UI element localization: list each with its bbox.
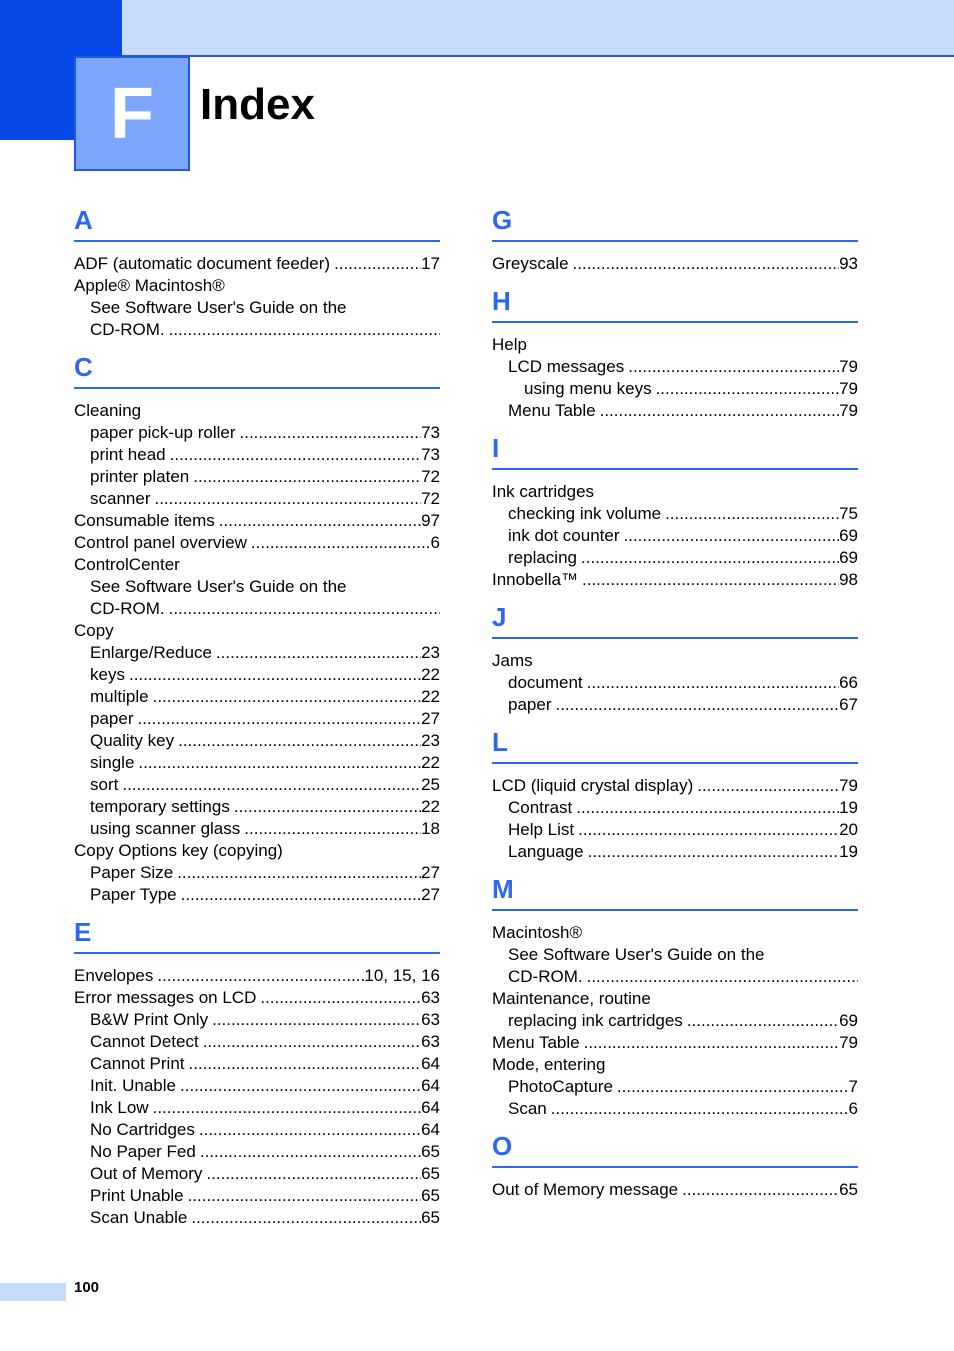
entry-page: 69 [839, 526, 858, 545]
section-letter: M [492, 869, 858, 911]
entry-text: Quality key [90, 731, 175, 750]
entry-text: Cleaning [74, 401, 142, 420]
index-entry [74, 1097, 440, 1119]
dot-leader [583, 966, 858, 988]
entry-text: checking ink volume [508, 504, 662, 523]
entry-page: 18 [421, 819, 440, 838]
section-letter: L [492, 722, 858, 764]
entry-text: Greyscale [492, 254, 569, 273]
entry-page: 64 [421, 1120, 440, 1139]
entry-text: Cannot Detect [90, 1032, 199, 1051]
index-entry [74, 1075, 440, 1097]
index-entry [74, 620, 440, 642]
dot-leader [150, 488, 421, 510]
index-section-m [492, 869, 858, 1120]
index-entry [492, 694, 858, 716]
dot-leader [153, 965, 364, 987]
entry-text: ink dot counter [508, 526, 620, 545]
dot-leader [678, 1179, 839, 1201]
entry-text: Paper Size [90, 863, 174, 882]
footer-strip [0, 1283, 66, 1301]
entry-text: Mode, entering [492, 1055, 606, 1074]
section-letter: I [492, 428, 858, 470]
entry-page: 75 [839, 504, 858, 523]
entry-text: Help [492, 335, 527, 354]
index-entry [74, 965, 440, 987]
entry-page: 66 [839, 673, 858, 692]
entry-text: replacing ink cartridges [508, 1011, 683, 1030]
entry-text: print head [90, 445, 166, 464]
dot-leader [693, 775, 839, 797]
entry-text: PhotoCapture [508, 1077, 613, 1096]
entry-text: Copy Options key (copying) [74, 841, 283, 860]
index-entry [74, 444, 440, 466]
dot-leader [551, 694, 839, 716]
entry-text: temporary settings [90, 797, 230, 816]
index-section-l [492, 722, 858, 863]
entry-page: 63 [421, 1010, 440, 1029]
entry-page: 20 [839, 820, 858, 839]
entry-text: Error messages on LCD [74, 988, 257, 1007]
section-letter: A [74, 200, 440, 242]
entry-text: single [90, 753, 135, 772]
entry-page: 22 [421, 665, 440, 684]
index-entry [492, 1054, 858, 1076]
dot-leader [574, 819, 839, 841]
dot-leader [683, 1010, 839, 1032]
dot-leader [620, 525, 840, 547]
entry-page: 65 [421, 1142, 440, 1161]
dot-leader [208, 1009, 421, 1031]
section-letter: J [492, 597, 858, 639]
index-entry [74, 1141, 440, 1163]
dot-leader [583, 672, 839, 694]
entry-page: 23 [421, 643, 440, 662]
entry-page: 72 [421, 489, 440, 508]
entry-page: 27 [421, 709, 440, 728]
index-section-e [74, 912, 440, 1229]
index-entry [74, 488, 440, 510]
chapter-letter-tile: F [74, 56, 190, 171]
index-entry [74, 554, 440, 576]
dot-leader [165, 598, 440, 620]
entry-text: paper [90, 709, 134, 728]
index-entry [74, 642, 440, 664]
entry-text: paper pick-up roller [90, 423, 236, 442]
entry-text: scanner [90, 489, 151, 508]
entry-text: Ink cartridges [492, 482, 595, 501]
index-section-g [492, 200, 858, 275]
entry-text: Ink Low [90, 1098, 149, 1117]
entry-page: 64 [421, 1054, 440, 1073]
entry-text: See Software User's Guide on the [508, 945, 765, 964]
index-entry [74, 884, 440, 906]
index-column-right [492, 200, 858, 1207]
index-section-j [492, 597, 858, 716]
dot-leader [149, 1097, 421, 1119]
entry-text: CD-ROM. [90, 599, 165, 618]
dot-leader [596, 400, 839, 422]
dot-leader [247, 532, 431, 554]
index-entry [492, 650, 858, 672]
dot-leader [661, 503, 839, 525]
dot-leader [236, 422, 422, 444]
entry-page: 64 [421, 1098, 440, 1117]
section-letter: C [74, 347, 440, 389]
index-column-left [74, 200, 440, 1235]
entry-text: Enlarge/Reduce [90, 643, 212, 662]
entry-page: 27 [421, 885, 440, 904]
index-entry [74, 466, 440, 488]
entry-page: 10, 15, 16 [364, 966, 440, 985]
entry-text: replacing [508, 548, 577, 567]
index-entry [74, 400, 440, 422]
dot-leader [118, 774, 421, 796]
entry-page: 73 [421, 445, 440, 464]
index-entry [74, 1009, 440, 1031]
entry-page: 23 [421, 731, 440, 750]
index-entry [74, 1163, 440, 1185]
entry-text: CD-ROM. [90, 320, 165, 339]
section-letter: G [492, 200, 858, 242]
index-entry [492, 378, 858, 400]
section-letter: E [74, 912, 440, 954]
entry-text: B&W Print Only [90, 1010, 209, 1029]
dot-leader [240, 818, 421, 840]
entry-page: 79 [839, 357, 858, 376]
index-entry [74, 664, 440, 686]
entry-text: ADF (automatic document feeder) [74, 254, 331, 273]
index-entry [74, 253, 440, 275]
index-entry [74, 532, 440, 554]
index-entry [492, 944, 858, 966]
dot-leader [199, 1031, 421, 1053]
entry-page: 97 [421, 511, 440, 530]
entry-text: Scan [508, 1099, 547, 1118]
entry-text: Out of Memory [90, 1164, 203, 1183]
entry-page: 22 [421, 797, 440, 816]
entry-text: Maintenance, routine [492, 989, 651, 1008]
entry-page: 27 [421, 863, 440, 882]
entry-page: 65 [421, 1164, 440, 1183]
entry-text: Menu Table [492, 1033, 580, 1052]
section-letter: H [492, 281, 858, 323]
dot-leader [580, 1032, 839, 1054]
dot-leader [572, 797, 839, 819]
entry-text: No Paper Fed [90, 1142, 196, 1161]
entry-text: LCD (liquid crystal display) [492, 776, 694, 795]
index-entry [74, 576, 440, 598]
entry-text: using menu keys [524, 379, 652, 398]
entry-page: 79 [839, 776, 858, 795]
index-entry [74, 818, 440, 840]
index-entry [74, 987, 440, 1009]
entry-text: paper [508, 695, 552, 714]
dot-leader [184, 1185, 422, 1207]
index-entry [74, 840, 440, 862]
dot-leader [187, 1207, 421, 1229]
entry-text: ControlCenter [74, 555, 180, 574]
index-entry [492, 334, 858, 356]
entry-page: 6 [430, 533, 440, 552]
dot-leader [613, 1076, 849, 1098]
entry-page: 17 [421, 254, 440, 273]
entry-page: 63 [421, 988, 440, 1007]
index-entry [492, 569, 858, 591]
index-entry [74, 774, 440, 796]
index-entry [492, 1098, 858, 1120]
entry-page: 65 [421, 1208, 440, 1227]
index-entry [492, 672, 858, 694]
index-entry [492, 1179, 858, 1201]
page-number: 100 [74, 1279, 100, 1296]
index-entry [492, 797, 858, 819]
dot-leader [215, 510, 421, 532]
index-entry [74, 1119, 440, 1141]
entry-page: 69 [839, 548, 858, 567]
index-entry [74, 752, 440, 774]
entry-page: 79 [839, 1033, 858, 1052]
entry-page: 93 [839, 254, 858, 273]
index-entry [74, 730, 440, 752]
entry-text: multiple [90, 687, 149, 706]
dot-leader [547, 1098, 849, 1120]
index-entry [492, 922, 858, 944]
dot-leader [330, 253, 421, 275]
entry-page: 64 [421, 1076, 440, 1095]
entry-page: 67 [839, 695, 858, 714]
index-entry [74, 708, 440, 730]
index-section-i [492, 428, 858, 591]
page-title: Index [200, 80, 315, 129]
index-entry [492, 253, 858, 275]
entry-text: CD-ROM. [508, 967, 583, 986]
entry-page: 19 [839, 842, 858, 861]
dot-leader [577, 547, 839, 569]
entry-text: Consumable items [74, 511, 215, 530]
entry-text: Apple® Macintosh® [74, 276, 225, 295]
index-section-o [492, 1126, 858, 1201]
entry-page: 19 [839, 798, 858, 817]
index-entry [492, 988, 858, 1010]
entry-text: LCD messages [508, 357, 625, 376]
entry-page: 22 [421, 753, 440, 772]
dot-leader [177, 884, 421, 906]
index-entry [492, 819, 858, 841]
section-letter: O [492, 1126, 858, 1168]
index-entry [492, 400, 858, 422]
entry-text: Jams [492, 651, 533, 670]
index-entry [492, 503, 858, 525]
entry-text: Copy [74, 621, 114, 640]
entry-text: Out of Memory message [492, 1180, 679, 1199]
entry-text: Innobella™ [492, 570, 579, 589]
dot-leader [196, 1141, 421, 1163]
index-entry [74, 319, 440, 341]
entry-text: using scanner glass [90, 819, 241, 838]
index-section-c [74, 347, 440, 906]
entry-text: sort [90, 775, 119, 794]
index-entry [74, 510, 440, 532]
entry-page: 25 [421, 775, 440, 794]
dot-leader [149, 686, 421, 708]
entry-text: Menu Table [508, 401, 596, 420]
index-entry [74, 1031, 440, 1053]
entry-page: 72 [421, 467, 440, 486]
dot-leader [174, 730, 421, 752]
dot-leader [195, 1119, 421, 1141]
entry-text: Print Unable [90, 1186, 184, 1205]
dot-leader [569, 253, 840, 275]
index-entry [74, 422, 440, 444]
index-entry [492, 525, 858, 547]
dot-leader [176, 1075, 421, 1097]
entry-page: 22 [421, 687, 440, 706]
dot-leader [584, 841, 839, 863]
entry-text: printer platen [90, 467, 190, 486]
entry-text: Cannot Print [90, 1054, 185, 1073]
entry-page: 79 [839, 401, 858, 420]
entry-text: Contrast [508, 798, 573, 817]
index-entry [74, 686, 440, 708]
index-entry [74, 1185, 440, 1207]
entry-text: Language [508, 842, 584, 861]
index-entry [74, 1053, 440, 1075]
entry-text: Scan Unable [90, 1208, 188, 1227]
dot-leader [133, 708, 421, 730]
index-entry [492, 1076, 858, 1098]
entry-text: document [508, 673, 583, 692]
index-entry [74, 862, 440, 884]
entry-text: Control panel overview [74, 533, 247, 552]
index-entry [492, 1010, 858, 1032]
entry-text: Help List [508, 820, 575, 839]
dot-leader [652, 378, 840, 400]
entry-text: Paper Type [90, 885, 177, 904]
dot-leader [212, 642, 421, 664]
index-entry [492, 481, 858, 503]
entry-page: 79 [839, 379, 858, 398]
index-entry [74, 275, 440, 297]
entry-page: 65 [421, 1186, 440, 1205]
entry-text: No Cartridges [90, 1120, 195, 1139]
dot-leader [230, 796, 421, 818]
dot-leader [165, 319, 440, 341]
dot-leader [202, 1163, 421, 1185]
dot-leader [185, 1053, 422, 1075]
entry-page: 65 [839, 1180, 858, 1199]
index-entry [492, 775, 858, 797]
dot-leader [624, 356, 839, 378]
index-section-a [74, 200, 440, 341]
index-entry [74, 297, 440, 319]
dot-leader [166, 444, 421, 466]
entry-page: 73 [421, 423, 440, 442]
entry-page: 69 [839, 1011, 858, 1030]
entry-text: keys [90, 665, 125, 684]
entry-text: Init. Unable [90, 1076, 176, 1095]
entry-text: Macintosh® [492, 923, 583, 942]
index-entry [492, 547, 858, 569]
index-entry [74, 1207, 440, 1229]
index-entry [492, 966, 858, 988]
index-entry [492, 1032, 858, 1054]
index-entry [74, 598, 440, 620]
entry-page: 63 [421, 1032, 440, 1051]
index-entry [492, 841, 858, 863]
entry-text: Envelopes [74, 966, 154, 985]
index-section-h [492, 281, 858, 422]
entry-page: 98 [839, 570, 858, 589]
header-band [0, 0, 954, 57]
index-entry [74, 796, 440, 818]
entry-page: 7 [848, 1077, 858, 1096]
dot-leader [189, 466, 421, 488]
dot-leader [256, 987, 421, 1009]
dot-leader [173, 862, 421, 884]
dot-leader [578, 569, 839, 591]
entry-text: See Software User's Guide on the [90, 298, 347, 317]
dot-leader [134, 752, 421, 774]
dot-leader [125, 664, 421, 686]
entry-text: See Software User's Guide on the [90, 577, 347, 596]
index-entry [492, 356, 858, 378]
entry-page: 6 [848, 1099, 858, 1118]
